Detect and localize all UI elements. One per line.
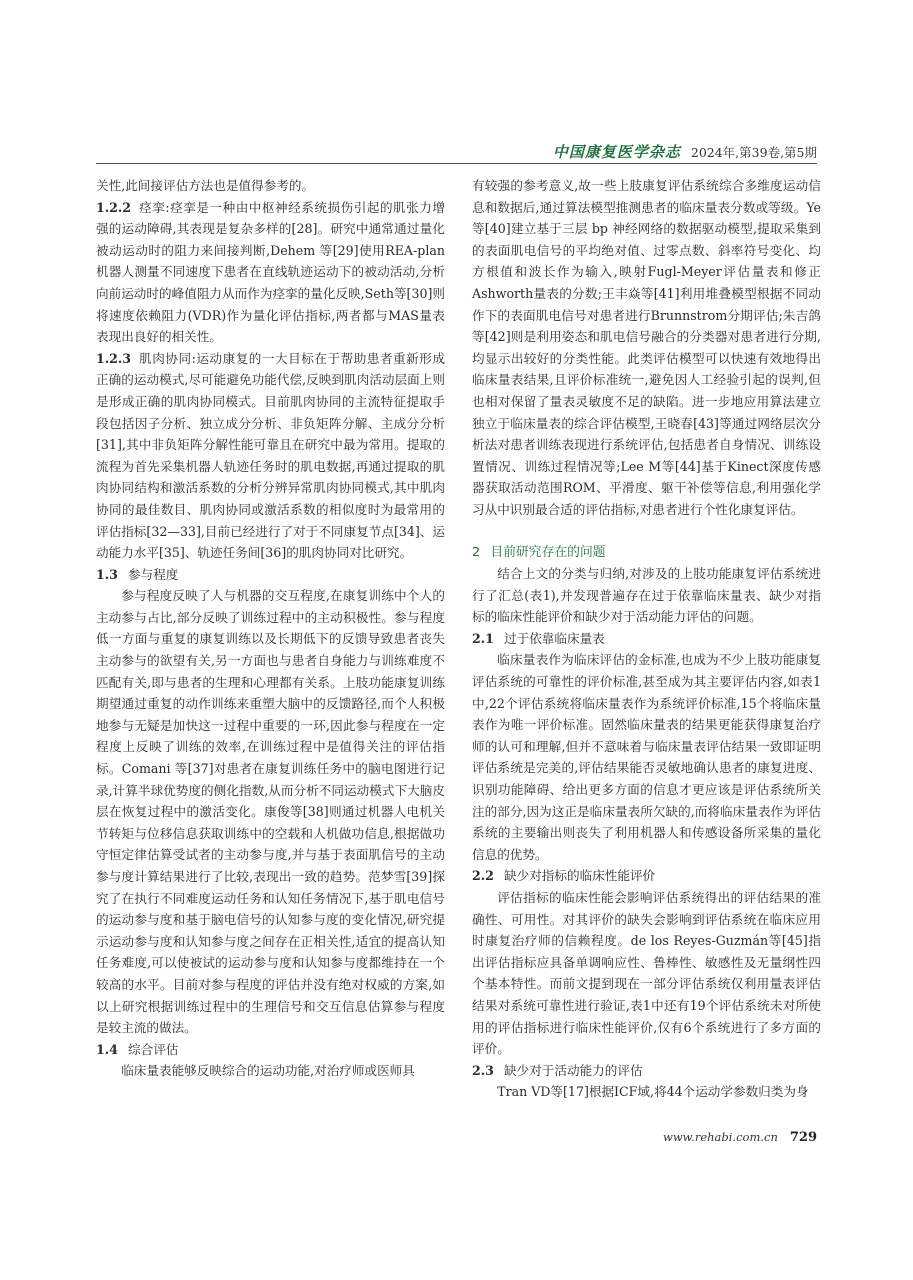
section-text: 痉挛:痉挛是一种由中枢神经系统损伤引起的肌张力增强的运动障碍,其表现是复杂多样的[28]。研究中通常通过量化被动运动时的阻力来间接判断,Dehem 等[29]使用REA-plan机器人测量不同速度下患者在直线轨迹运动下的被动活动,分析向前运动时的峰值阻力从而作为痉挛的量化反映,Seth等[30]则将速度依赖阻力(VDR)作为量化评估指标,两者都与MAS量表表现出良好的相关性。 [96, 199, 445, 345]
journal-name: 中国康复医学杂志 [552, 143, 681, 161]
header-rule [96, 163, 817, 164]
running-header [553, 141, 817, 162]
section-number: 2.1 [472, 630, 494, 646]
right-column [472, 175, 821, 1103]
section-1-2-2 [96, 197, 445, 348]
journal-website: www.rehabi.com.cn [663, 1130, 778, 1144]
paragraph-continued: 关性,此间接评估方法也是值得参考的。 [96, 178, 315, 193]
section-2-1-heading [472, 628, 821, 650]
paragraph-continued: 有较强的参考意义,故一些上肢康复评估系统综合多维度运动信息和数据后,通过算法模型推测患者的临床量表分数或等级。Ye 等[40]建立基于三层 bp 神经网络的数据驱动模型,提取采集到的表面肌电信号的平均绝对值、过零点数、斜率符号变化、均方根值和波长作为输入,映射Fugl-Meyer评估量表和修正Ashworth量表的分数;王丰焱等[41]利用堆叠模型根据不同动作下的表面肌电信号对患者进行Brunnstrom分期评估;朱吉鸽等[42]则是利用姿态和肌电信号融合的分类器对患者进行分期,均显示出较好的分类性能。此类评估模型可以快速有效地得出临床量表结果,且评价标准统一,避免因人工经验引起的误判,但也相对保留了量表灵敏度不足的缺陷。进一步地应用算法建立独立于临床量表的综合评估模型,王晓春[43]等通过网络层次分析法对患者训练表现进行系统评估,包括患者自身情况、训练设置情况、训练过程情况等;Lee M等[44]基于Kinect深度传感器获取活动范围ROM、平滑度、躯干补偿等信息,利用强化学习从中识别最合适的评估指标,对患者进行个性化康复评估。 [472, 178, 821, 517]
section-2-3-paragraph: Tran VD等[17]根据ICF域,将44个运动学参数归类为身 [497, 1084, 809, 1100]
section-title: 综合评估 [128, 1041, 179, 1057]
section-1-2-3 [96, 348, 445, 564]
section-2-heading [472, 542, 821, 564]
section-1-3-heading [96, 564, 445, 586]
section-2-paragraph: 结合上文的分类与归纳,对涉及的上肢功能康复评估系统进行了汇总(表1),并发现普遍存在过于依靠临床量表、缺少对指标的临床性能评价和缺少对于活动能力评估的问题。 [472, 566, 821, 625]
section-2-2-paragraph: 评估指标的临床性能会影响评估系统得出的评估结果的准确性、可用性。对其评价的缺失会影响到评估系统在临床应用时康复治疗师的信赖程度。de los Reyes-Guzmán等[45]指出评估指标应具备单调响应性、鲁棒性、敏感性及无量纲性四个基本特性。而前文提到现在一部分评估系统仅利用量表评估结果对系统可靠性进行验证,表1中还有19个评估系统未对所使用的评估指标进行临床性能评价,仅有6个系统进行了多方面的评价。 [472, 890, 821, 1057]
section-1-4-heading [96, 1039, 445, 1061]
section-2-2-heading [472, 865, 821, 887]
section-number: 1.2.2 [96, 199, 132, 215]
section-number: 1.3 [96, 566, 118, 582]
page-footer [663, 1130, 817, 1145]
section-number: 2 [472, 544, 481, 560]
section-text: 肌肉协同:运动康复的一大目标在于帮助患者重新形成正确的运动模式,尽可能避免功能代偿,反映到肌肉活动层面上则是形成正确的肌肉协同模式。目前肌肉协同的主流特征提取手段包括因子分析、独立成分分析、非负矩阵分解、主成分分析[31],其中非负矩阵分解性能可靠且在研究中最为常用。提取的流程为首先采集机器人轨迹任务时的肌电数据,再通过提取的肌肉协同结构和激活系数的分析分辨异常肌肉协同模式,其中肌肉协同的最佳数目、肌肉协同或激活系数的相似度时为最常用的评估指标[32—33],目前已经进行了对于不同康复节点[34]、运动能力水平[35]、轨迹任务间[36]的肌肉协同对比研究。 [96, 350, 445, 561]
section-title: 参与程度 [128, 566, 179, 582]
section-number: 2.2 [472, 868, 494, 884]
section-number: 1.4 [96, 1041, 118, 1057]
left-column [96, 175, 445, 1082]
section-2-3-heading [472, 1060, 821, 1082]
section-title: 过于依靠临床量表 [504, 630, 605, 646]
section-2-1-paragraph: 临床量表作为临床评估的金标准,也成为不少上肢功能康复评估系统的可靠性的评价标准,甚至成为其主要评估内容,如表1中,22个评估系统将临床量表作为系统评价标准,15个将临床量表作为唯一评价标准。固然临床量表的结果更能获得康复治疗师的认可和理解,但并不意味着与临床量表评估结果一致即证明评估系统是完美的,评估结果能否灵敏地确认患者的康复进度、识别功能障碍、给出更多方面的信息才更应该是评估系统所关注的部分,因为这正是临床量表所欠缺的,而将临床量表作为评估系统的主要输出则丧失了利用机器人和传感设备所采集的量化信息的优势。 [472, 652, 821, 862]
page-number: 729 [789, 1130, 817, 1145]
section-title: 目前研究存在的问题 [490, 544, 606, 560]
section-title: 缺少对于活动能力的评估 [504, 1062, 643, 1078]
section-title: 缺少对指标的临床性能评价 [504, 868, 656, 884]
issue-info: 2024年,第39卷,第5期 [690, 145, 817, 160]
section-number: 1.2.3 [96, 350, 132, 366]
section-1-3-paragraph: 参与程度反映了人与机器的交互程度,在康复训练中个人的主动参与占比,部分反映了训练过程中的主动积极性。参与程度低一方面与重复的康复训练以及长期低下的反馈导致患者丧失主动参与的欲望有关,另一方面也与患者自身能力与训练难度不匹配有关,即与患者的生理和心理都有关系。上肢功能康复训练期望通过重复的动作训练来重塑大脑中的反馈路径,而个人积极地参与无疑是加快这一过程中重要的一环,因此参与程度在一定程度上反映了训练的效率,在训练过程中是值得关注的评估指标。Comani 等[37]对患者在康复训练任务中的脑电图进行记录,计算半球优势度的侧化指数,从而分析不同运动模式下大脑皮层在恢复过程中的激活变化。康俊等[38]则通过机器人电机关节转矩与位移信息获取训练中的空载和人机做功信息,根据做功守恒定律估算受试者的主动参与度,并与基于表面肌信号的主动参与度计算结果进行了比较,表现出一致的趋势。范梦雪[39]探究了在执行不同难度运动任务和认知任务情况下,基于肌电信号的运动参与度和基于脑电信号的认知参与度的变化情况,研究提示运动参与度和认知参与度之间存在正相关性,适宜的提高认知任务难度,可以使被试的运动参与度和认知参与度都维持在一个较高的水平。目前对参与程度的评估并没有绝对权威的方案,如以上研究根据训练过程中的生理信号和交互信息估算参与程度是较主流的做法。 [96, 588, 445, 1036]
section-number: 2.3 [472, 1062, 494, 1078]
section-1-4-paragraph: 临床量表能够反映综合的运动功能,对治疗师或医师具 [121, 1063, 415, 1079]
